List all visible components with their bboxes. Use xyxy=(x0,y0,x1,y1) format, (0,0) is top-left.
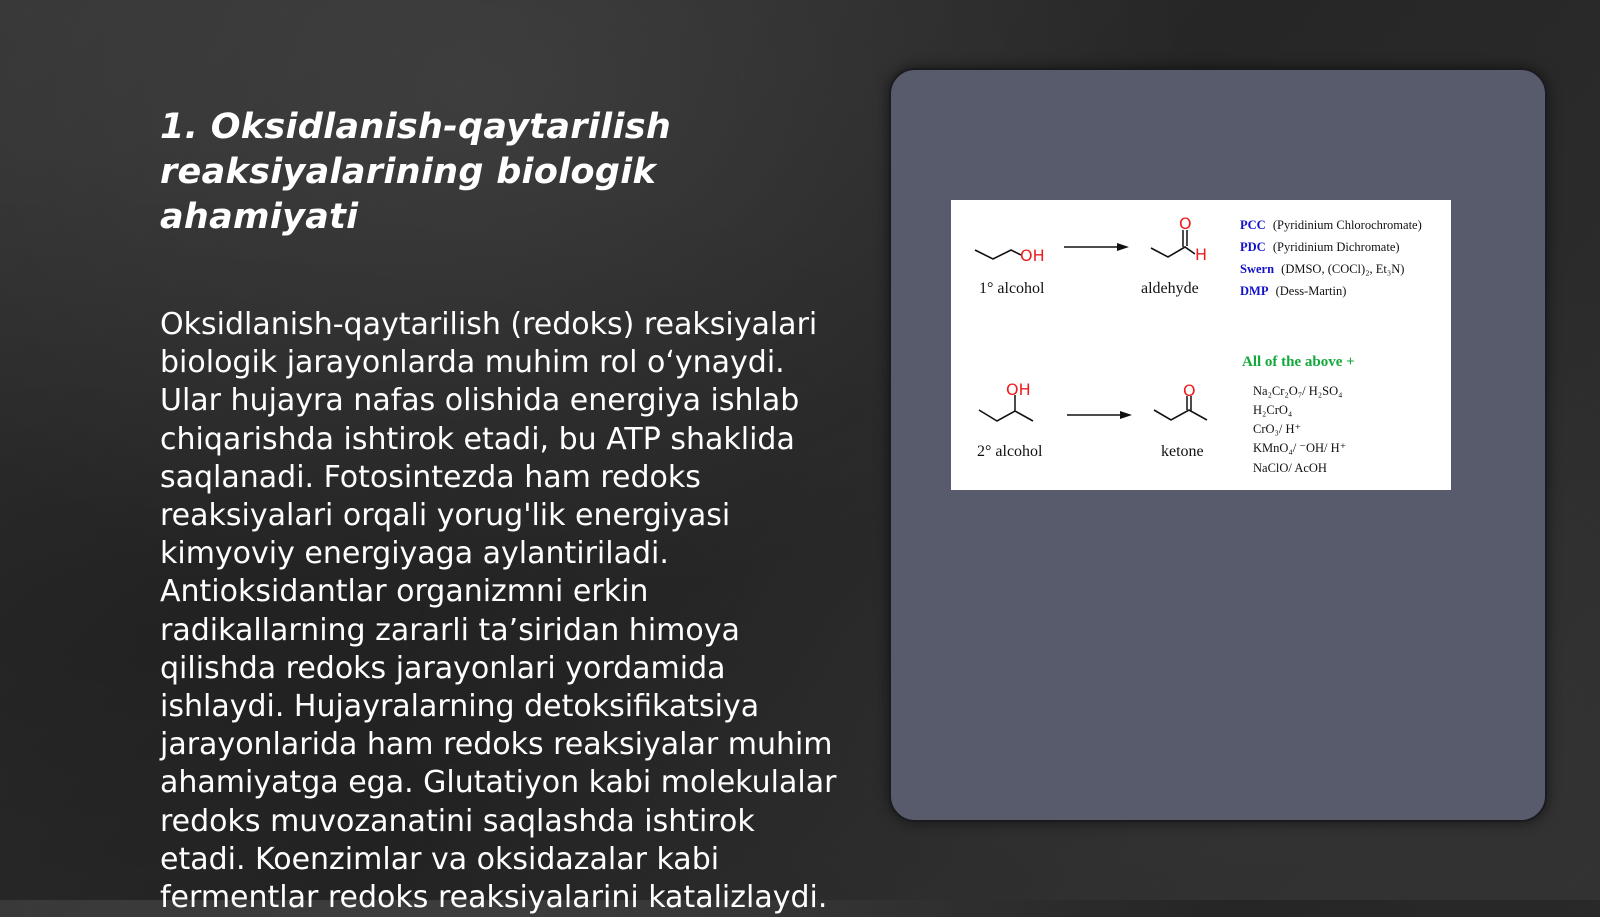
strong-reagent-item: Na₂Cr₂O₇/ H₂SO₄ xyxy=(1253,384,1343,398)
reagent-desc: (DMSO, (COCl)₂, Et₃N) xyxy=(1281,262,1405,276)
reagent-abbr: Swern xyxy=(1240,262,1275,276)
strong-reagent-item: KMnO₄/ ⁻OH/ H⁺ xyxy=(1253,441,1347,455)
strong-reagent-item: NaClO/ AcOH xyxy=(1253,461,1327,475)
oxidation-reactions-figure xyxy=(951,200,1451,490)
secondary-oh-label: OH xyxy=(1006,380,1031,399)
reagent-desc: (Dess-Martin) xyxy=(1275,284,1347,298)
reaction-arrow-2-head xyxy=(1120,411,1132,419)
reagent-item-dmp xyxy=(1240,284,1346,298)
primary-alcohol-label: 1° alcohol xyxy=(979,280,1045,297)
ketone-o-label: O xyxy=(1183,381,1196,400)
slide-body-text: Oksidlanish-qaytarilish (redoks) reaksiyalari biologik jarayonlarda muhim rol o‘ynaydi. Ular hujayra nafas olishida energiya ishlab chiqarishda ishtirok etadi, bu ATP shaklida saqlanadi. Fotosintezda ham redoks reaksiyalari orqali yorug'lik energiyasi kimyoviy energiyaga aylantiriladi. Antioksidantlar organizmni erkin radikallarning zararli ta’siridan himoya qilishda redoks jarayonlari yordamida ishlaydi. Hujayralarning detoksifikatsiya jarayonlarida ham redoks reaksiyalar muhim ahamiyatga ega. Glutatiyon kabi molekulalar redoks muvozanatini saqlashda ishtirok etadi. Koenzimlar va oksidazalar kabi fermentlar redoks reaksiyalarini katalizlaydi. xyxy=(160,307,837,916)
all-above-heading: All of the above + xyxy=(1242,354,1355,370)
secondary-alcohol-label: 2° alcohol xyxy=(977,443,1043,460)
slide-title: 1. Oksidlanish-qaytarilish reaksiyalarining biologik ahamiyati xyxy=(160,107,672,237)
secondary-alcohol-skeleton xyxy=(979,410,1033,421)
reagent-desc: (Pyridinium Dichromate) xyxy=(1272,240,1400,254)
reagent-item-pdc xyxy=(1240,240,1400,254)
reagent-abbr: PDC xyxy=(1240,240,1266,254)
aldehyde-h-label: H xyxy=(1195,245,1208,264)
image-card xyxy=(889,68,1547,822)
ketone-skeleton xyxy=(1154,410,1207,420)
reagent-desc: (Pyridinium Chlorochromate) xyxy=(1272,218,1422,232)
strong-reagent-item: H₂CrO₄ xyxy=(1253,403,1293,417)
reagent-abbr: PCC xyxy=(1240,218,1266,232)
aldehyde-skeleton xyxy=(1151,247,1195,257)
aldehyde-o-label: O xyxy=(1179,214,1192,233)
reagent-item-swern xyxy=(1240,262,1404,276)
reaction-arrow-1-head xyxy=(1117,243,1129,251)
reagent-abbr: DMP xyxy=(1240,284,1269,298)
reaction-scheme xyxy=(951,200,1451,490)
reagent-item-pcc xyxy=(1240,218,1422,232)
ketone-label: ketone xyxy=(1161,443,1204,460)
strong-reagent-item: CrO₃/ H⁺ xyxy=(1253,422,1302,436)
primary-oh-label: OH xyxy=(1020,246,1045,265)
primary-alcohol-skeleton xyxy=(975,250,1021,259)
aldehyde-label: aldehyde xyxy=(1141,280,1199,297)
